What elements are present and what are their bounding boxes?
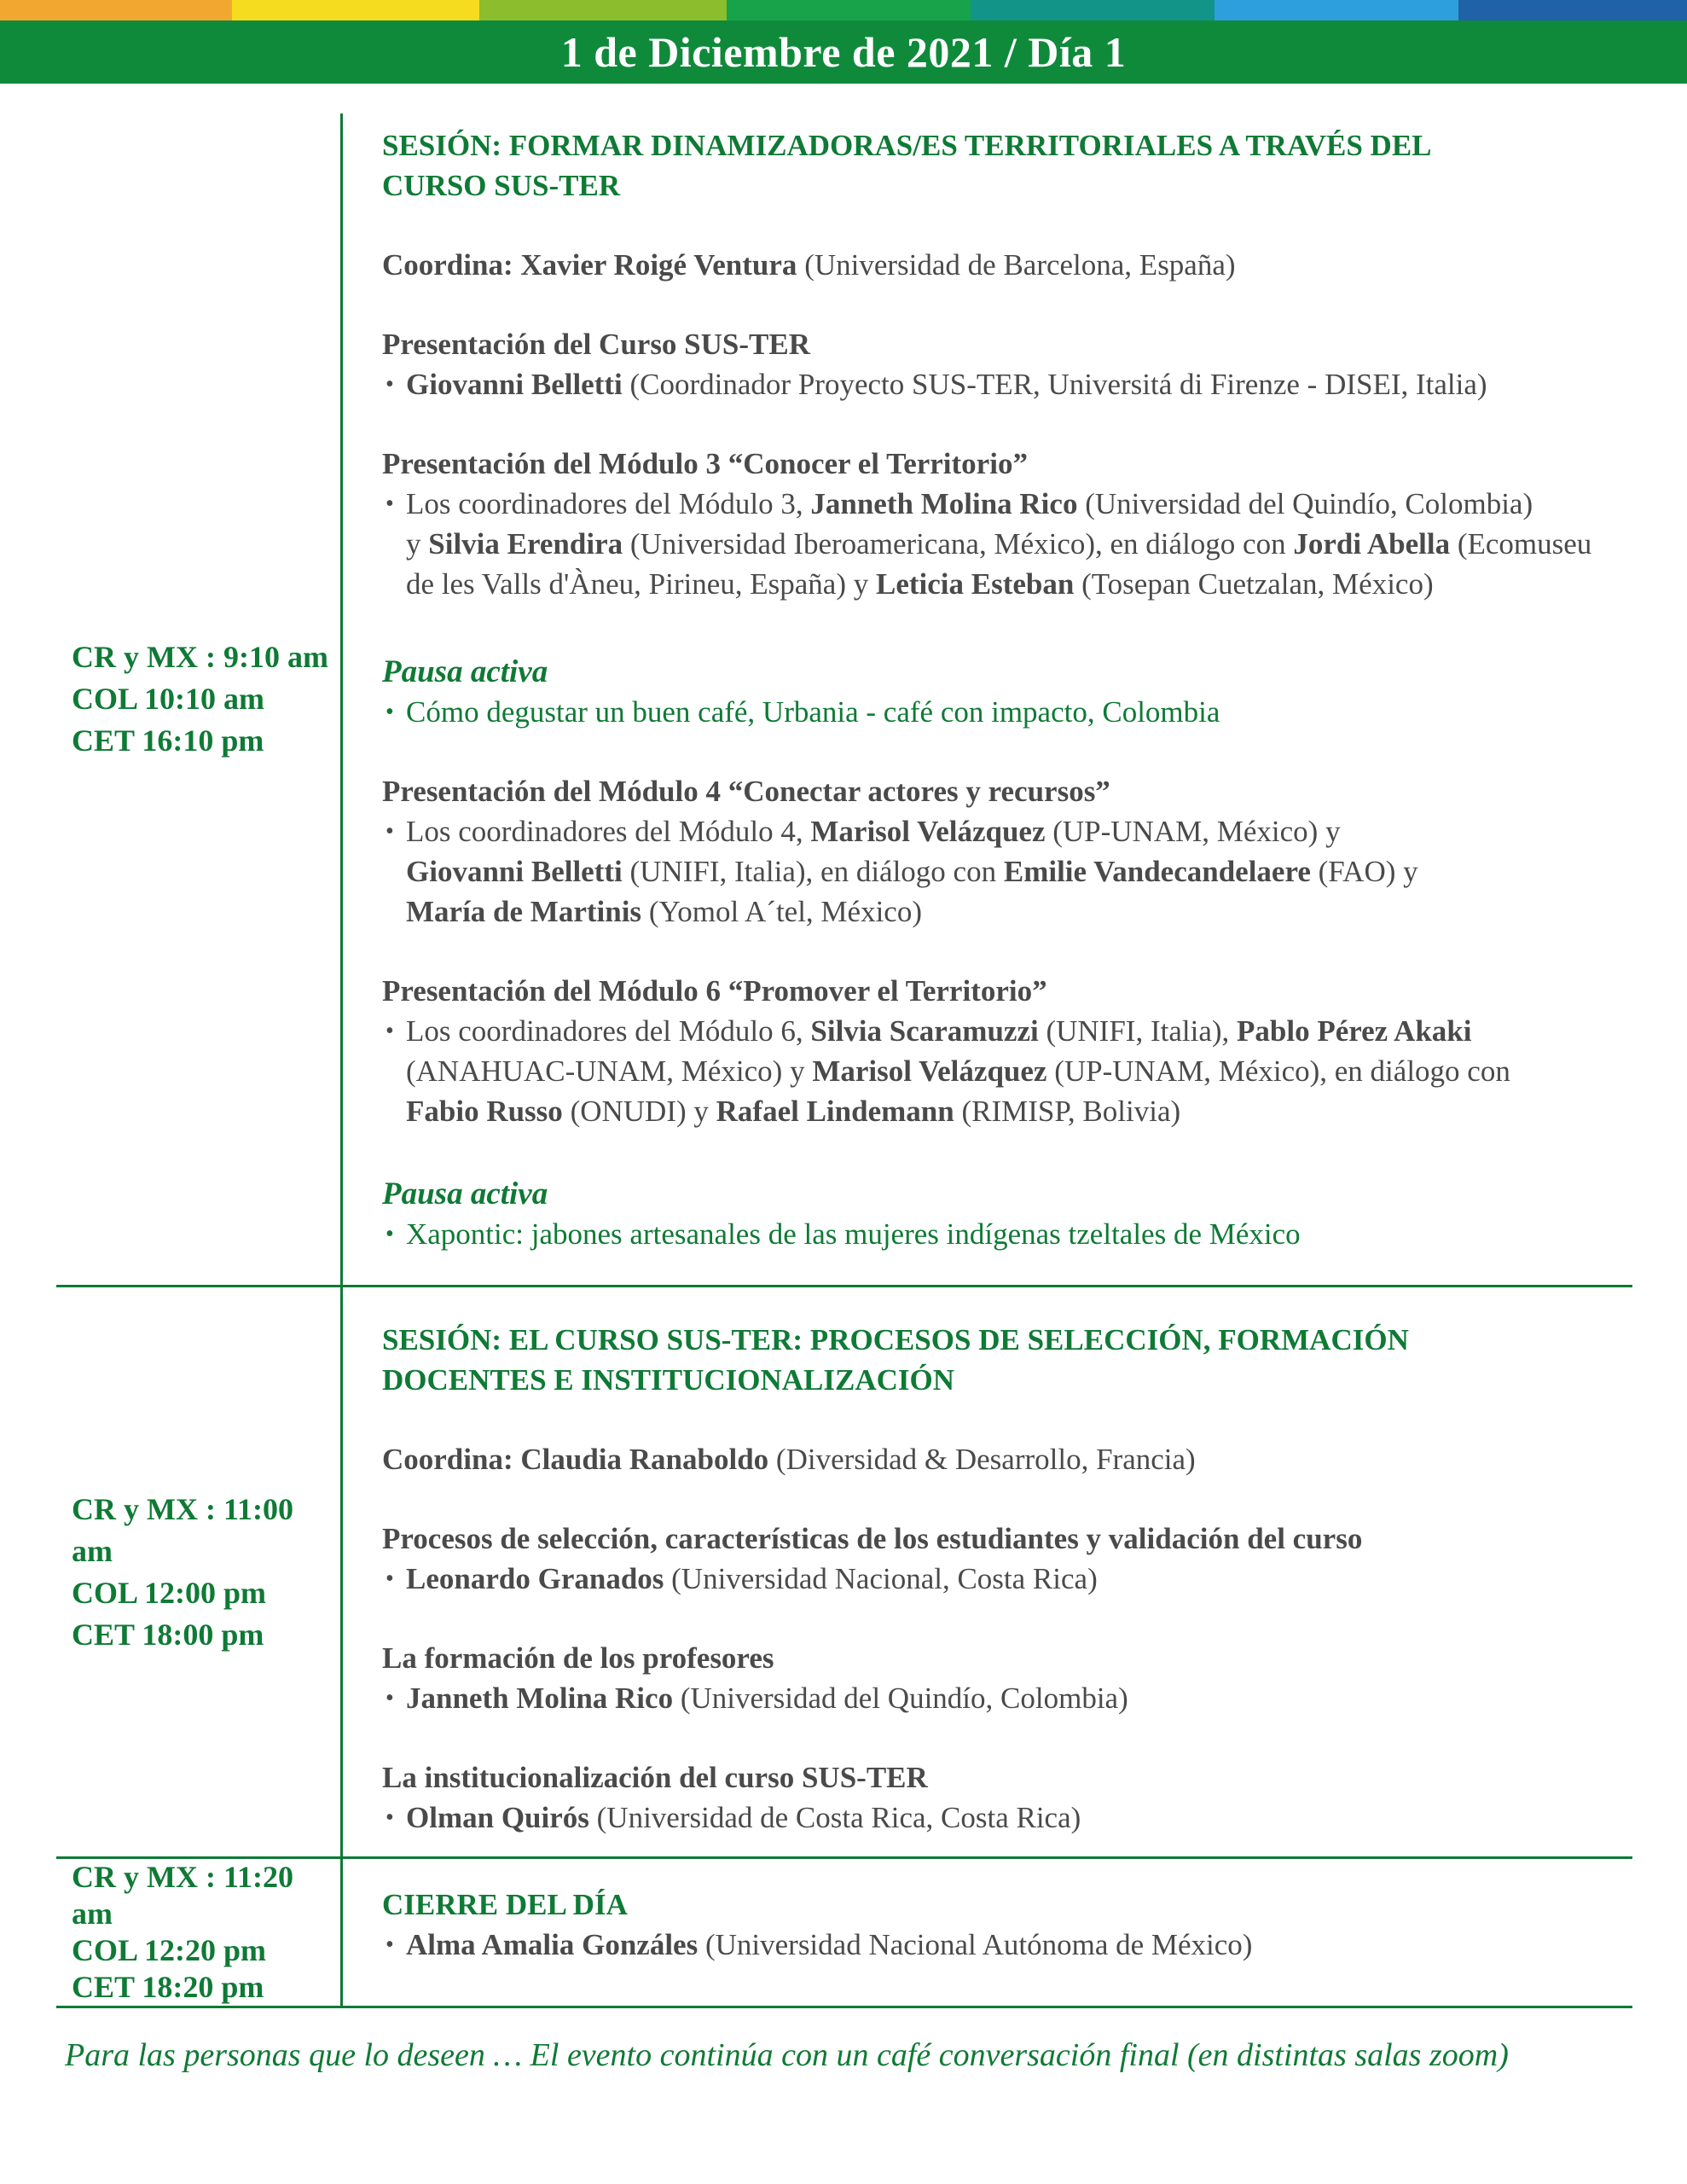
text-segment: de les Valls d'Àneu, Pirineu, España) y (406, 567, 876, 601)
session-title-line-2: CURSO SUS-TER (382, 169, 621, 202)
bullet-icon: • (386, 699, 394, 725)
session-title-line-1: SESIÓN: EL CURSO SUS-TER: PROCESOS DE SELECCIÓN, FORMACIÓN (382, 1323, 1409, 1356)
schedule-row-closing (56, 1859, 1632, 2008)
speaker-name: Silvia Scaramuzzi (810, 1014, 1039, 1048)
speaker-item (382, 1678, 1598, 1718)
bullet-icon: • (386, 491, 394, 517)
speaker-item (382, 1925, 1598, 1965)
strip-segment-green (727, 0, 971, 20)
bullet-icon: • (386, 1018, 394, 1044)
session-title (382, 1320, 1598, 1400)
strip-segment-orange (0, 0, 232, 20)
speaker-name: María de Martinis (406, 895, 642, 928)
time-col: COL 12:20 pm (72, 1933, 267, 1967)
time-cet: CET 18:20 pm (72, 1970, 264, 2004)
schedule-table (56, 113, 1632, 2008)
time-col: COL 12:00 pm (72, 1575, 267, 1610)
module-6-title: Presentación del Módulo 6 “Promover el Territorio” (382, 974, 1047, 1008)
coordinator-name: Coordina: Claudia Ranaboldo (382, 1443, 769, 1476)
text-segment: (RIMISP, Bolivia) (954, 1095, 1181, 1128)
module-4-speakers (382, 811, 1598, 932)
speaker-affiliation: (Coordinador Proyecto SUS-TER, Universitá di Firenze - DISEI, Italia) (622, 368, 1487, 401)
text-segment: (Universidad Iberoamericana, México), en diálogo con (623, 527, 1294, 561)
page-title: 1 de Diciembre de 2021 / Día 1 (560, 28, 1127, 76)
time-cell (56, 113, 343, 1285)
strip-segment-blue (1458, 0, 1687, 20)
closing-content (343, 1859, 1632, 2006)
speaker-name: Giovanni Belletti (406, 855, 623, 888)
pause-title: Pausa activa (382, 654, 548, 689)
text-segment: (FAO) y (1310, 855, 1418, 888)
pause-title: Pausa activa (382, 1176, 548, 1211)
coordinator-name: Coordina: Xavier Roigé Ventura (382, 248, 797, 282)
pause-item (382, 1214, 1598, 1254)
strip-segment-teal (971, 0, 1215, 20)
speaker-name: Pablo Pérez Akaki (1237, 1014, 1472, 1048)
bullet-icon: • (386, 1931, 394, 1958)
time-cet: CET 18:00 pm (72, 1617, 264, 1652)
speaker-affiliation: (Universidad del Quindío, Colombia) (673, 1682, 1128, 1715)
speaker-name: Leticia Esteban (875, 567, 1075, 601)
time-col: COL 10:10 am (72, 682, 265, 716)
coordinator-line (382, 1439, 1598, 1479)
session-content (343, 113, 1632, 1285)
coordinator-affiliation: (Diversidad & Desarrollo, Francia) (768, 1443, 1196, 1476)
bullet-icon: • (386, 1565, 394, 1592)
text-segment: (UP-UNAM, México) y (1045, 815, 1341, 848)
strip-segment-yellow (232, 0, 479, 20)
session-title-line-2: DOCENTES E INSTITUCIONALIZACIÓN (382, 1363, 954, 1397)
speaker-affiliation: (Universidad Nacional Autónoma de México) (698, 1928, 1253, 1961)
time-cell (56, 1859, 343, 2006)
speaker-affiliation: (Universidad de Costa Rica, Costa Rica) (588, 1801, 1081, 1834)
speaker-name: Alma Amalia Gonzáles (406, 1928, 699, 1961)
speaker-name: Emilie Vandecandelaere (1003, 855, 1311, 888)
speaker-name: Silvia Erendira (428, 527, 623, 561)
time-list (72, 636, 328, 762)
text-segment: (Universidad del Quindío, Colombia) (1077, 487, 1533, 520)
text-segment: (ANAHUAC-UNAM, México) y (406, 1054, 813, 1088)
speaker-name: Fabio Russo (406, 1095, 563, 1128)
module-4-title: Presentación del Módulo 4 “Conectar actores y recursos” (382, 775, 1110, 808)
session-title (382, 125, 1598, 206)
module-3-title: Presentación del Módulo 3 “Conocer el Territorio” (382, 447, 1028, 480)
speaker-name: Marisol Velázquez (812, 1054, 1047, 1088)
text-segment: (UNIFI, Italia), (1038, 1014, 1238, 1048)
module-3-speakers (382, 484, 1598, 604)
coordinator-affiliation: (Universidad de Barcelona, España) (797, 248, 1236, 282)
speaker-item (382, 1798, 1598, 1838)
speaker-item (382, 1559, 1598, 1599)
speaker-item (382, 364, 1598, 404)
topic-institutionalization-title: La institucionalización del curso SUS-TER (382, 1761, 928, 1794)
time-cr-mx: CR y MX : 11:20 am (72, 1860, 293, 1931)
title-bar (0, 20, 1687, 84)
bullet-icon: • (386, 1221, 394, 1247)
time-cr-mx: CR y MX : 9:10 am (72, 640, 328, 674)
strip-segment-lightblue (1215, 0, 1458, 20)
strip-segment-lightgreen (479, 0, 727, 20)
text-segment: (ONUDI) y (562, 1095, 716, 1128)
speaker-name: Marisol Velázquez (810, 815, 1046, 848)
text-segment: Los coordinadores del Módulo 6, (406, 1014, 811, 1048)
topic-selection-title: Procesos de selección, características de los estudiantes y validación del curso (382, 1522, 1363, 1555)
text-segment: (Ecomuseu (1450, 527, 1592, 561)
text-segment: (Yomol A´tel, México) (641, 895, 922, 928)
topic-training-title: La formación de los profesores (382, 1641, 774, 1675)
bullet-icon: • (386, 371, 394, 398)
pause-item (382, 692, 1598, 732)
text-segment: y (406, 527, 429, 561)
speaker-affiliation: (Universidad Nacional, Costa Rica) (664, 1562, 1098, 1595)
pause-item-text: Cómo degustar un buen café, Urbania - café con impacto, Colombia (406, 695, 1220, 729)
footer-note: Para las personas que lo deseen … El evento continúa con un café conversación final (en distintas salas zoom) (65, 2037, 1509, 2073)
bullet-icon: • (386, 1804, 394, 1831)
session-title-line-1: SESIÓN: FORMAR DINAMIZADORAS/ES TERRITORIALES A TRAVÉS DEL (382, 129, 1432, 162)
text-segment: (Tosepan Cuetzalan, México) (1074, 567, 1434, 601)
speaker-name: Jordi Abella (1293, 527, 1451, 561)
bullet-icon: • (386, 818, 394, 845)
time-list (72, 1489, 340, 1656)
text-segment: (UNIFI, Italia), en diálogo con (622, 855, 1004, 888)
top-color-strip (0, 0, 1687, 20)
speaker-name: Olman Quirós (406, 1801, 589, 1834)
closing-title: CIERRE DEL DÍA (382, 1888, 628, 1921)
speaker-name: Janneth Molina Rico (810, 487, 1078, 520)
text-segment: Los coordinadores del Módulo 4, (406, 815, 811, 848)
bullet-icon: • (386, 1685, 394, 1711)
module-6-speakers (382, 1011, 1598, 1131)
speaker-name: Rafael Lindemann (716, 1095, 954, 1128)
coordinator-line (382, 245, 1598, 285)
speaker-name: Janneth Molina Rico (406, 1682, 674, 1715)
schedule-row-session-1 (56, 113, 1632, 1287)
schedule-row-session-2 (56, 1287, 1632, 1859)
text-segment: (UP-UNAM, México), en diálogo con (1046, 1054, 1510, 1088)
speaker-name: Leonardo Granados (406, 1562, 664, 1595)
pause-item-text: Xapontic: jabones artesanales de las mujeres indígenas tzeltales de México (406, 1217, 1301, 1251)
text-segment: Los coordinadores del Módulo 3, (406, 487, 811, 520)
time-list (72, 1859, 340, 2006)
presentation-title: Presentación del Curso SUS-TER (382, 328, 811, 361)
time-cell (56, 1287, 343, 1856)
time-cr-mx: CR y MX : 11:00 am (72, 1491, 293, 1568)
speaker-name: Giovanni Belletti (406, 368, 623, 401)
time-cet: CET 16:10 pm (72, 723, 264, 758)
session-content (343, 1287, 1632, 1856)
